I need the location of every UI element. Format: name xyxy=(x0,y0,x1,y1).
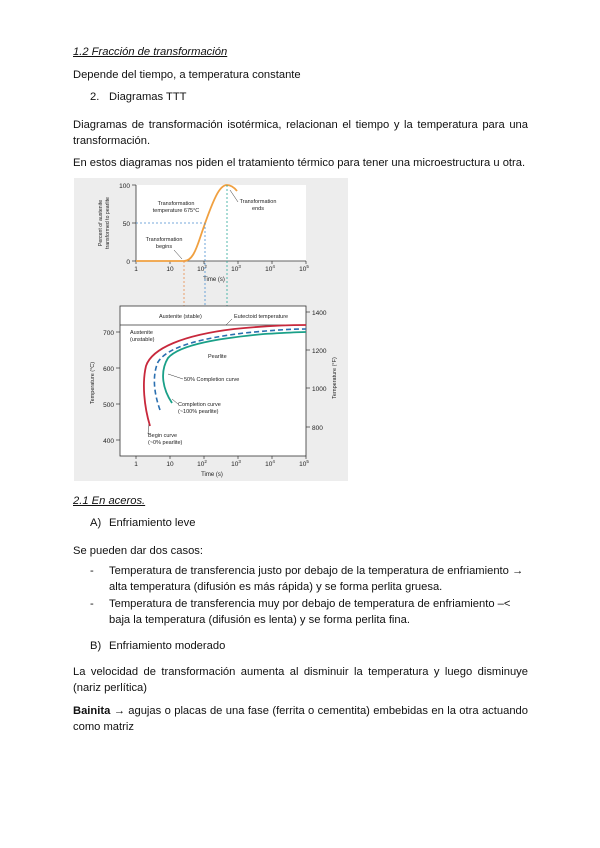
bullet-2-line2: baja la temperatura (difusión es lenta) y se forma perlita fina. xyxy=(109,614,410,626)
bottom-xtick-1: 1 xyxy=(134,461,138,468)
term-bainita: Bainita xyxy=(73,705,111,717)
bottom-xtick-10-4: $10^4$ xyxy=(265,459,275,468)
top-xtick-10-2: $10^2$ xyxy=(197,264,207,273)
bottom-xtick-10: 10 xyxy=(166,461,174,468)
label-completion-line1: Completion curve xyxy=(178,402,221,408)
bottom-xlabel: Time (s) xyxy=(201,472,223,478)
list-number-2: 2. xyxy=(90,91,100,103)
label-austenite-stable: Austenite (stable) xyxy=(159,314,202,320)
paragraph-casos: Se pueden dar dos casos: xyxy=(73,545,203,557)
bottom-ytick-400: 400 xyxy=(103,438,114,445)
annotation-ends-line1: Transformation xyxy=(239,199,277,205)
top-xtick-10-3: $10^3$ xyxy=(231,264,241,273)
top-xlabel: Time (s) xyxy=(203,277,225,283)
bullet-2-line1: Temperatura de transferencia muy por debajo de temperatura de enfriamiento –< xyxy=(109,598,511,610)
bottom-chart xyxy=(90,306,338,478)
section-heading-2-1: 2.1 En aceros. xyxy=(73,495,146,507)
bottom-ytick-500: 500 xyxy=(103,402,114,409)
paragraph-velocidad: La velocidad de transformación aumenta al disminuir la temperatura y luego disminuye (nariz perlítica) xyxy=(73,666,528,694)
label-austenite-unstable-line1: Austenite xyxy=(130,330,153,336)
section-heading-1-2: 1.2 Fracción de transformación xyxy=(73,46,228,58)
bullet-1-line2: alta temperatura (difusión es más rápida) y se forma perlita gruesa. xyxy=(109,581,443,593)
bottom-ytick-f-1400: 1400 xyxy=(312,310,327,317)
bottom-ylabel-celsius: Temperature (°C) xyxy=(90,361,96,405)
bottom-ytick-700: 700 xyxy=(103,330,114,337)
label-fifty-curve: 50% Completion curve xyxy=(184,377,240,383)
paragraph-ttt-tratamiento: En estos diagramas nos piden el tratamiento térmico para tener una microestructura u otra. xyxy=(73,157,526,169)
bottom-ylabel-fahrenheit: Temperature (°F) xyxy=(332,357,338,399)
bullet-dash-1: - xyxy=(90,565,94,577)
top-xtick-10-5: $10^5$ xyxy=(299,264,309,273)
label-eutectoid: Eutectoid temperature xyxy=(234,314,289,320)
paragraph-bainita xyxy=(73,703,528,735)
bainita-definition: → agujas o placas de una fase (ferrita o cementita) embebidas en la otra actuando como matriz xyxy=(73,705,528,733)
bottom-ytick-f-1200: 1200 xyxy=(312,348,327,355)
top-ytick-50: 50 xyxy=(122,221,130,228)
label-completion-line2: (~100% pearlite) xyxy=(178,409,219,415)
annotation-temperature-line2: temperature 675°C xyxy=(152,208,200,214)
bottom-ytick-f-1000: 1000 xyxy=(312,386,327,393)
list-label-diagramas: Diagramas TTT xyxy=(109,91,187,103)
bullet-dash-2: - xyxy=(90,598,94,610)
annotation-begins-line1: Transformation xyxy=(145,237,183,243)
top-ylabel-line1: Percent of austenite xyxy=(98,199,104,247)
label-pearlite: Pearlite xyxy=(208,354,227,360)
bullet-1-line1: Temperatura de transferencia justo por debajo de la temperatura de enfriamiento → xyxy=(109,565,524,577)
label-austenite-unstable-line2: (unstable) xyxy=(130,337,155,343)
paragraph-depende: Depende del tiempo, a temperatura constante xyxy=(73,69,301,81)
bottom-ytick-600: 600 xyxy=(103,366,114,373)
list-label-enfriamiento-leve: Enfriamiento leve xyxy=(109,517,196,529)
top-xtick-10: 10 xyxy=(166,266,174,273)
paragraph-ttt-definition: Diagramas de transformación isotérmica, relacionan el tiempo y la temperatura para una transformación. xyxy=(73,119,528,147)
top-xtick-1: 1 xyxy=(134,266,138,273)
label-begin-line2: (~0% pearlite) xyxy=(148,440,183,446)
annotation-begins-line2: begins xyxy=(155,244,173,250)
top-xtick-10-4: $10^4$ xyxy=(265,264,275,273)
top-ytick-100: 100 xyxy=(119,183,130,190)
top-ylabel-line2: transformed to pearlite xyxy=(105,197,111,249)
annotation-temperature-line1: Transformation xyxy=(157,201,195,207)
list-letter-a: A) xyxy=(90,517,102,529)
bottom-xtick-10-2: $10^2$ xyxy=(197,459,207,468)
bottom-ytick-f-800: 800 xyxy=(312,425,323,432)
bottom-xtick-10-5: $10^5$ xyxy=(299,459,309,468)
bottom-xtick-10-3: $10^3$ xyxy=(231,459,241,468)
top-chart xyxy=(98,183,309,283)
list-letter-b: B) xyxy=(90,640,102,652)
ttt-diagram-figure xyxy=(74,178,348,481)
top-ytick-0: 0 xyxy=(126,259,130,266)
list-label-enfriamiento-moderado: Enfriamiento moderado xyxy=(109,640,226,652)
annotation-ends-line2: ends xyxy=(252,206,264,212)
label-begin-line1: Begin curve xyxy=(148,433,178,439)
